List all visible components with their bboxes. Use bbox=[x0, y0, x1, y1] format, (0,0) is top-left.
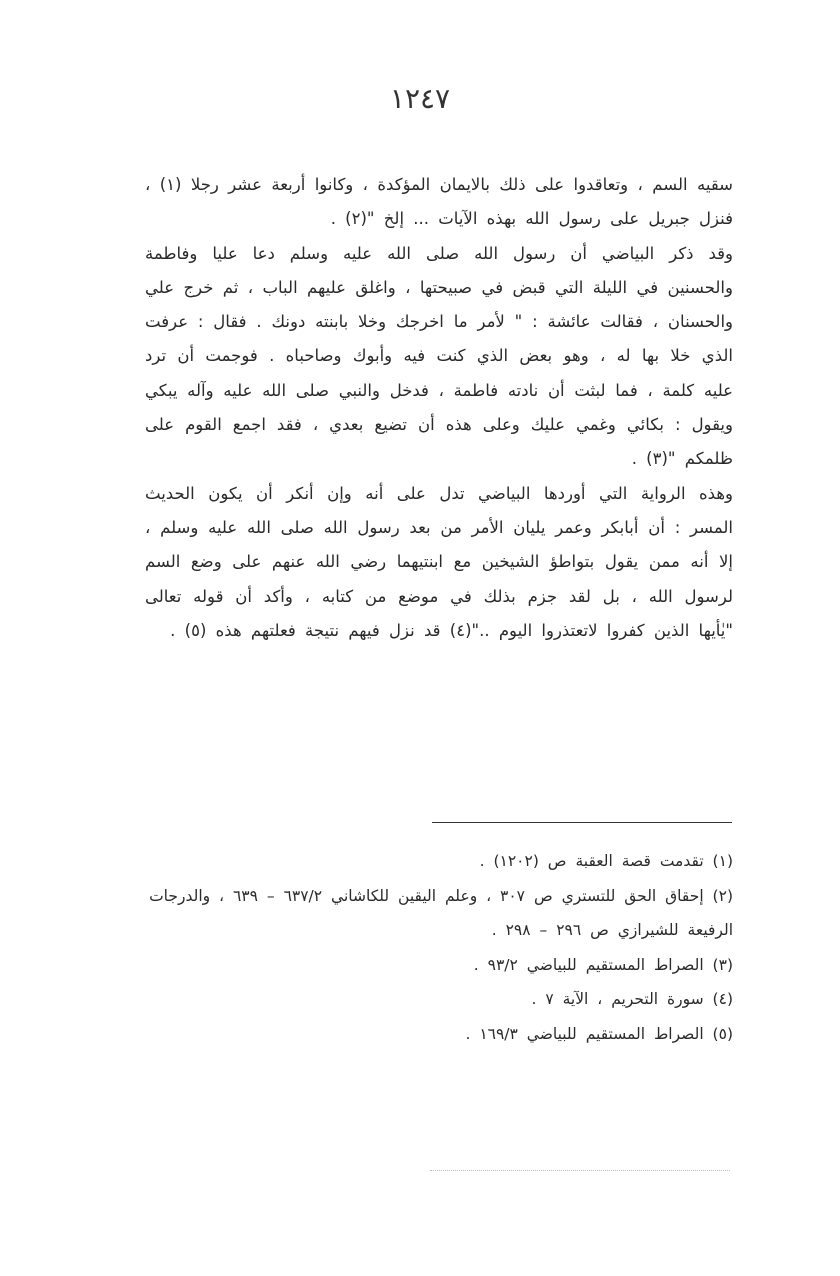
paragraph-1: سقيه السم ، وتعاقدوا على ذلك بالايمان المؤكدة ، وكانوا أربعة عشر رجلا (١) ، فنزل جبريل على رسول الله بهذه الآيات ... إلخ "(٢) . bbox=[145, 175, 733, 229]
footnote-4: (٤) سورة التحريم ، الآية ٧ . bbox=[531, 990, 733, 1008]
footnote-2: (٢) إحقاق الحق للتستري ص ٣٠٧ ، وعلم اليقين للكاشاني ٦٣٧/٢ – ٦٣٩ ، والدرجات الرفيعة للشيرازي ص ٢٩٦ – ٢٩٨ . bbox=[149, 886, 733, 939]
footnote-3: (٣) الصراط المستقيم للبياضي ٩٣/٢ . bbox=[473, 955, 733, 974]
page-number: ١٢٤٧ bbox=[389, 82, 451, 115]
main-text bbox=[145, 168, 733, 648]
paragraph-3: وهذه الرواية التي أوردها البياضي تدل على أنه وإن أنكر أن يكون الحديث المسر : أن أبابكر وعمر يليان الأمر من بعد رسول الله صلى الله عليه وسلم ، إلا أنه ممن يقول بتواطؤ الشيخين مع ابنتيهما رضي الله عنهم على وضع السم لرسول الله ، بل لقد جزم بذلك في موضع من كتابه ، وأكد أن قوله تعالى "يٰأيها الذين كفروا لاتعتذروا اليوم .."(٤) قد نزل فيهم نتيجة فعلتهم هذه (٥) . bbox=[145, 483, 733, 640]
paragraph-2: وقد ذكر البياضي أن رسول الله صلى الله عليه وسلم دعا عليا وفاطمة والحسنين في الليلة التي قبض في صبيحتها ، واغلق عليهم الباب ، ثم خرج علي والحسنان ، فقالت عائشة : " لأمر ما اخرجك وخلا بابنته دونك . فقال : عرفت الذي خلا بها له ، وهو بعض الذي كنت فيه وأبوك وصاحباه . فوجمت أن ترد عليه كلمة ، فما لبثت أن نادته فاطمة ، فدخل والنبي صلى الله عليه وآله يبكي ويقول : بكائي وغمي عليك وعلى هذه أن تضيع بعدي ، فقد اجمع القوم على ظلمكم "(٣) . bbox=[145, 243, 733, 469]
footnote-1: (١) تقدمت قصة العقبة ص (١٢٠٢) . bbox=[479, 852, 733, 870]
scan-artifact bbox=[430, 1170, 730, 1174]
footnote-5: (٥) الصراط المستقيم للبياضي ١٦٩/٣ . bbox=[465, 1024, 733, 1043]
footnotes bbox=[145, 844, 733, 1051]
footnote-separator bbox=[432, 822, 732, 823]
